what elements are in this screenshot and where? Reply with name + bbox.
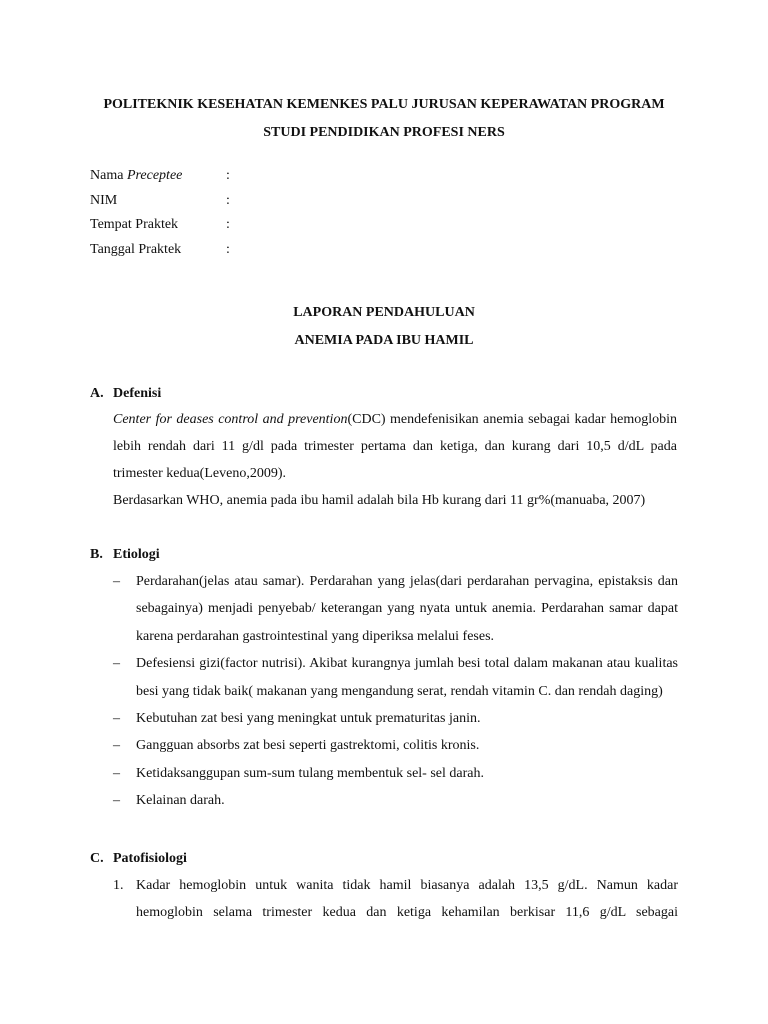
- field-colon: :: [226, 168, 230, 183]
- field-label: NIM: [90, 192, 118, 208]
- dash-bullet: –: [113, 793, 120, 809]
- institution-line-2: STUDI PENDIDIKAN PROFESI NERS: [263, 125, 505, 140]
- list-item: – Ketidaksanggupan sum-sum tulang membentuk sel- sel darah.: [90, 760, 678, 787]
- section-heading-patofisiologi: [90, 845, 187, 872]
- section-title: Patofisiologi: [113, 851, 187, 866]
- list-item: 1. Kadar hemoglobin untuk wanita tidak hamil biasanya adalah 13,5 g/dL. Namun kadar hemoglobin selama trimester kedua dan ketiga kehamilan berkisar 11,6 g/dL sebagai: [90, 872, 678, 926]
- cdc-name: Center for deases control and prevention: [113, 412, 348, 427]
- definition-paragraph-2: Berdasarkan WHO, anemia pada ibu hamil adalah bila Hb kurang dari 11 gr%(manuaba, 2007): [113, 493, 646, 508]
- item-number: 1.: [113, 878, 124, 893]
- field-colon: :: [226, 192, 230, 208]
- list-item: – Perdarahan(jelas atau samar). Perdarahan yang jelas(dari perdarahan pervagina, epistaksis dan sebagainya) menjadi penyebab/ keterangan yang nyata untuk anemia. Perdarahan samar dapat karena perdarahan gastrointestinal yang diperiksa melalui feses.: [90, 568, 678, 650]
- pathophysiology-list: [90, 872, 678, 926]
- dash-bullet: –: [113, 765, 120, 781]
- field-label: Tanggal Praktek: [90, 241, 182, 257]
- section-heading-etiologi: [90, 541, 160, 568]
- section-marker: A.: [90, 386, 104, 401]
- etiology-list: [90, 568, 678, 815]
- report-title-line-2: ANEMIA PADA IBU HAMIL: [294, 333, 474, 348]
- section-marker: B.: [90, 547, 103, 562]
- field-label: Tempat Praktek: [90, 217, 179, 233]
- dash-bullet: –: [113, 656, 120, 672]
- section-heading-defenisi: [90, 380, 161, 407]
- field-label: Nama Preceptee: [90, 168, 183, 183]
- report-title: [60, 299, 708, 355]
- dash-bullet: –: [113, 738, 120, 754]
- list-item: – Kelainan darah.: [90, 787, 678, 814]
- list-item: – Gangguan absorbs zat besi seperti gastrektomi, colitis kronis.: [90, 732, 678, 759]
- definition-paragraph-1: Center for deases control and prevention(CDC) mendefenisikan anemia sebagai kadar hemoglobin lebih rendah dari 11 g/dl pada trimester pertama dan ketiga, dan kurang dari 10,5 d/dL pada trimester kedua(Leveno,2009).: [113, 412, 677, 481]
- dash-bullet: –: [113, 711, 120, 727]
- list-item: – Kebutuhan zat besi yang meningkat untuk prematuritas janin.: [90, 705, 678, 732]
- list-item: – Defesiensi gizi(factor nutrisi). Akibat kurangnya jumlah besi total dalam makanan atau kualitas besi yang tidak baik( makanan yang mengandung serat, rendah vitamin C. dan rendah daging): [90, 650, 678, 705]
- section-title: Etiologi: [113, 547, 160, 562]
- report-title-line-1: LAPORAN PENDAHULUAN: [293, 305, 475, 320]
- field-colon: :: [226, 241, 230, 257]
- field-colon: :: [226, 217, 230, 233]
- institution-line-1: POLITEKNIK KESEHATAN KEMENKES PALU JURUSAN KEPERAWATAN PROGRAM: [103, 97, 665, 112]
- section-marker: C.: [90, 851, 104, 866]
- section-title: Defenisi: [113, 386, 162, 401]
- institution-header: [60, 91, 708, 147]
- dash-bullet: –: [113, 574, 120, 589]
